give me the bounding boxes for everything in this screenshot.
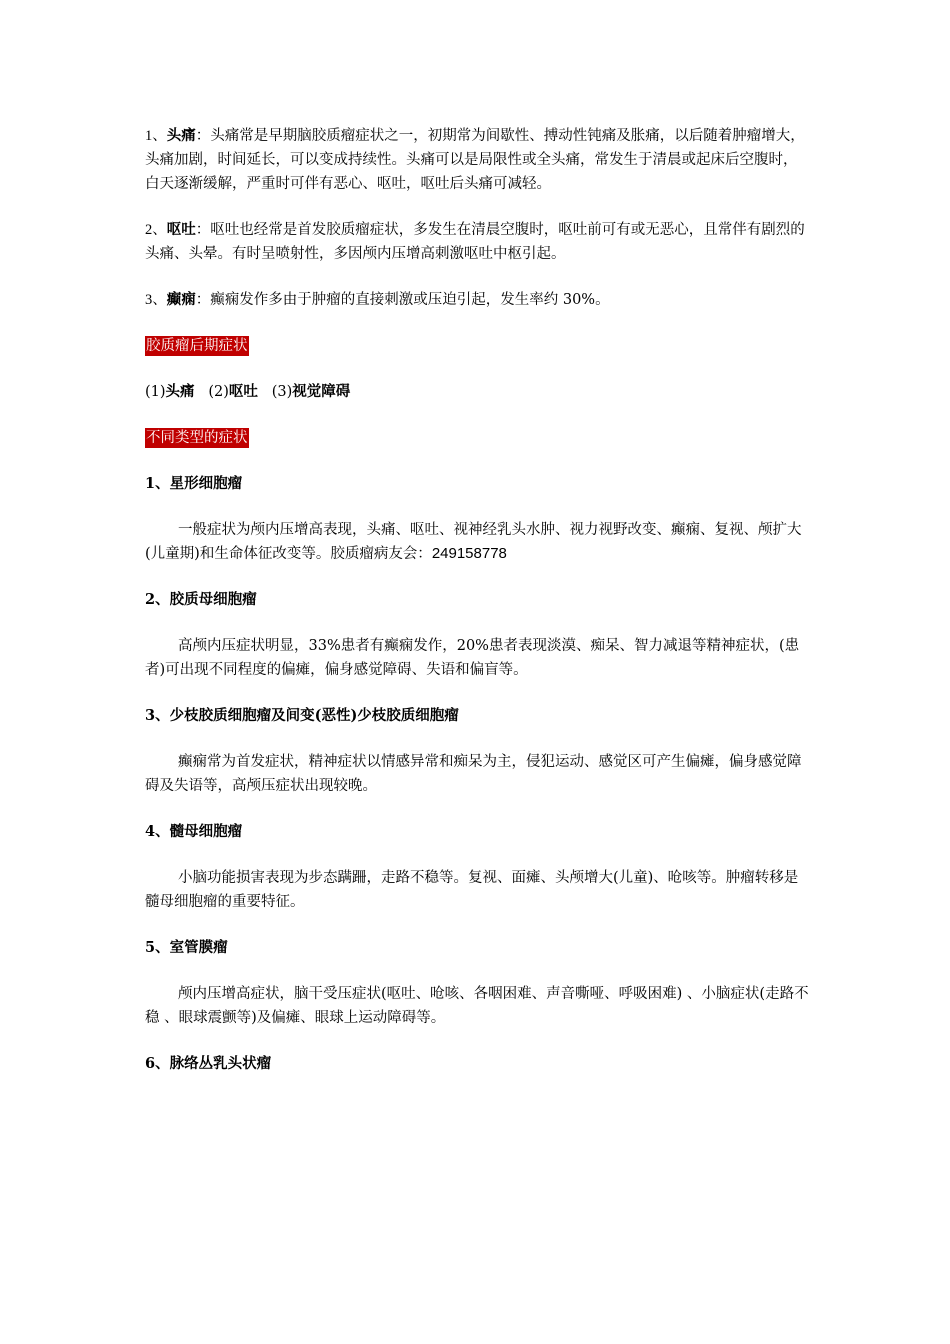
early-symptom-headache	[145, 124, 810, 196]
document-page	[145, 124, 810, 1076]
item-title: 头痛	[166, 127, 196, 144]
group-number: 249158778	[431, 545, 507, 562]
item-text: ：头痛常是早期脑胶质瘤症状之一，初期常为间歇性、搏动性钝痛及胀痛，以后随着肿瘤增大，头痛加剧，时间延长，可以变成持续性。头痛可以是局限性或全头痛，常发生于清晨或起床后空腹时，白天逐渐缓解，严重时可伴有恶心、呕吐，呕吐后头痛可减轻。	[145, 128, 805, 192]
item-number: 1、	[145, 128, 167, 144]
item-title: 癫痫	[166, 291, 196, 308]
late-item-label: 呕吐	[228, 383, 258, 400]
item-number: 3、	[145, 292, 167, 308]
types-heading-row	[145, 426, 810, 450]
early-symptom-epilepsy	[145, 288, 810, 312]
type-body: 高颅内压症状明显，33%患者有癫痫发作，20%患者表现淡漠、痴呆、智力减退等精神症状，(患者)可出现不同程度的偏瘫，偏身感觉障碍、失语和偏盲等。	[145, 638, 800, 678]
item-number: 2、	[145, 222, 167, 238]
type-title: 4、髓母细胞瘤	[145, 823, 243, 840]
early-symptom-vomiting	[145, 218, 810, 266]
late-symptoms-list	[145, 380, 810, 404]
type-body-text: 一般症状为颅内压增高表现，头痛、呕吐、视神经乳头水肿、视力视野改变、癫痫、复视、颅扩大(儿童期)和生命体征改变等。胶质瘤病友会：	[145, 522, 802, 562]
item-title: 呕吐	[166, 221, 196, 238]
type-title: 3、少枝胶质细胞瘤及间变(恶性)少枝胶质细胞瘤	[145, 707, 459, 724]
type-body: 小脑功能损害表现为步态蹒跚，走路不稳等。复视、面瘫、头颅增大(儿童)、呛咳等。肿瘤转移是髓母细胞瘤的重要特征。	[145, 870, 799, 910]
late-item-label: 头痛	[165, 383, 195, 400]
item-text: ：呕吐也经常是首发胶质瘤症状，多发生在清晨空腹时，呕吐前可有或无恶心，且常伴有剧烈的头痛、头晕。有时呈喷射性，多因颅内压增高刺激呕吐中枢引起。	[145, 222, 805, 262]
type-body: 颅内压增高症状，脑干受压症状(呕吐、呛咳、各咽困难、声音嘶哑、呼吸困难) 、小脑症状(走路不稳 、眼球震颤等)及偏瘫、眼球上运动障碍等。	[145, 986, 809, 1026]
type-title: 5、室管膜瘤	[145, 939, 228, 956]
type-title: 6、脉络丛乳头状瘤	[145, 1055, 272, 1072]
item-text: ：癫痫发作多由于肿瘤的直接刺激或压迫引起，发生率约 30%。	[195, 292, 610, 308]
late-item-number: (1)	[145, 384, 166, 400]
type-body: 癫痫常为首发症状，精神症状以情感异常和痴呆为主，侵犯运动、感觉区可产生偏瘫，偏身感觉障碍及失语等，高颅压症状出现较晚。	[145, 754, 802, 794]
late-item-number: (3)	[271, 384, 293, 400]
late-heading-row	[145, 334, 810, 358]
types-heading: 不同类型的症状	[146, 430, 248, 446]
late-item-number: (2)	[208, 384, 229, 400]
late-symptoms-heading: 胶质瘤后期症状	[146, 338, 248, 354]
late-item-label: 视觉障碍	[292, 383, 351, 400]
type-title: 2、胶质母细胞瘤	[145, 591, 257, 608]
type-title: 1、星形细胞瘤	[145, 475, 243, 492]
type-body	[145, 518, 810, 566]
